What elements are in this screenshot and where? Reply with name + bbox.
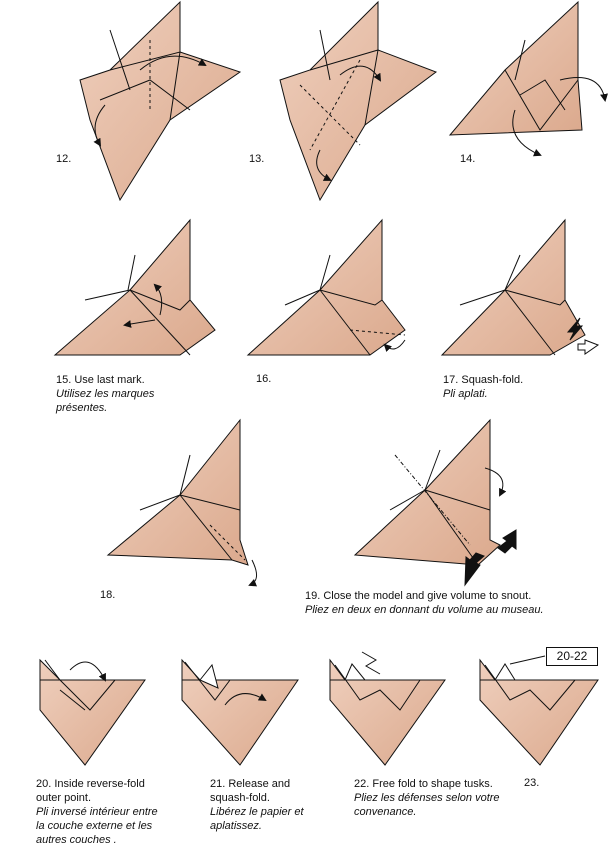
step-15-caption xyxy=(56,373,226,415)
step-17-diagram xyxy=(442,220,598,355)
step-14-diagram xyxy=(450,2,605,155)
step-18-diagram xyxy=(108,420,257,585)
step-21-en: Release and squash-fold. xyxy=(210,778,291,804)
step-13-number: 13. xyxy=(249,153,265,165)
step-20-caption xyxy=(36,777,166,847)
step-15-en: Use last mark. xyxy=(74,374,145,386)
step-20-en: Inside reverse-fold outer point. xyxy=(36,778,145,804)
step-13-diagram xyxy=(280,2,436,200)
step-17-en: Squash-fold. xyxy=(461,374,524,386)
step-22-fr: Pliez les défenses selon votre convenance. xyxy=(354,792,500,818)
step-18-number: 18. xyxy=(100,589,116,601)
step-22-en: Free fold to shape tusks. xyxy=(372,778,493,790)
step-15-fr: Utilisez les marques présentes. xyxy=(56,388,155,414)
step-17-number: 17. xyxy=(443,374,459,386)
step-19-diagram xyxy=(355,420,516,585)
step-15-number: 15. xyxy=(56,374,72,386)
step-22-caption xyxy=(354,777,514,819)
step-12-diagram xyxy=(80,2,240,200)
step-20-diagram xyxy=(40,660,145,765)
step-21-caption xyxy=(210,777,330,833)
step-19-en: Close the model and give volume to snout. xyxy=(323,590,532,602)
step-23-diagram xyxy=(480,656,598,765)
step-22-diagram xyxy=(330,652,445,765)
step-21-fr: Libérez le papier et aplatissez. xyxy=(210,806,304,832)
step-17-fr: Pli aplati. xyxy=(443,388,488,400)
step-19-number: 19. xyxy=(305,590,321,602)
step-22-number: 22. xyxy=(354,778,370,790)
step-17-caption xyxy=(443,373,608,401)
step-20-fr: Pli inversé intérieur entre la couche externe et les autres couches . xyxy=(36,806,158,846)
step-21-diagram xyxy=(182,660,298,765)
step-15-diagram xyxy=(55,220,215,355)
step-20-number: 20. xyxy=(36,778,52,790)
repeat-steps-badge: 20-22 xyxy=(546,647,598,666)
step-21-number: 21. xyxy=(210,778,226,790)
step-16-number: 16. xyxy=(256,373,272,385)
step-19-fr: Pliez en deux en donnant du volume au museau. xyxy=(305,604,544,616)
step-12-number: 12. xyxy=(56,153,72,165)
step-16-diagram xyxy=(248,220,405,355)
step-14-number: 14. xyxy=(460,153,476,165)
step-19-caption xyxy=(305,589,605,617)
step-23-number: 23. xyxy=(524,777,540,789)
